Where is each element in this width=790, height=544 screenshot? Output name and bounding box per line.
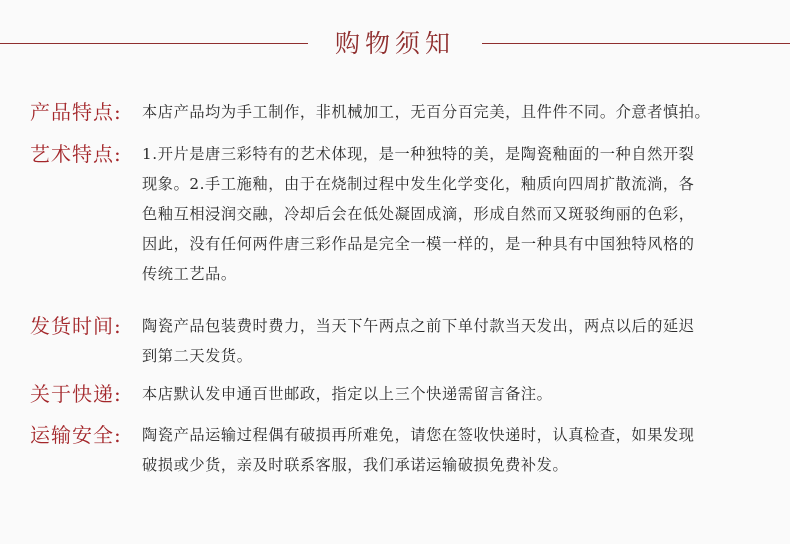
section-line: 到第二天发货。	[142, 347, 253, 365]
section-line: 1.开片是唐三彩特有的艺术体现，是一种独特的美，是陶瓷釉面的一种自然开裂	[142, 145, 695, 163]
section-line: 传统工艺品。	[142, 265, 237, 283]
section-line: 破损或少货，亲及时联系客服，我们承诺运输破损免费补发。	[142, 456, 569, 474]
header-right-divider	[482, 43, 790, 44]
section-label: 关于快递:	[30, 382, 122, 406]
section-label: 运输安全:	[30, 423, 122, 447]
section-body	[142, 139, 782, 289]
section-line: 陶瓷产品包装费时费力，当天下午两点之前下单付款当天发出，两点以后的延迟	[142, 317, 695, 335]
section-body	[142, 420, 782, 480]
section-line: 现象。2.手工施釉，由于在烧制过程中发生化学变化，釉质向四周扩散流淌，各	[142, 175, 695, 193]
section-line: 因此，没有任何两件唐三彩作品是完全一模一样的，是一种具有中国独特风格的	[142, 235, 695, 253]
section-label: 产品特点:	[30, 100, 122, 124]
section-line: 色釉互相浸润交融，冷却后会在低处凝固成滴，形成自然而又斑驳绚丽的色彩，	[142, 205, 695, 223]
header	[0, 22, 790, 66]
section-body	[142, 311, 782, 371]
section-line: 陶瓷产品运输过程偶有破损再所难免，请您在签收快递时，认真检查，如果发现	[142, 426, 695, 444]
section-label: 艺术特点:	[30, 142, 122, 166]
page-title: 购物须知	[334, 29, 455, 58]
header-left-divider	[0, 43, 308, 44]
section-body	[142, 97, 782, 127]
section-line: 本店产品均为手工制作，非机械加工，无百分百完美，且件件不同。介意者慎拍。	[142, 103, 711, 121]
section-line: 本店默认发申通百世邮政，指定以上三个快递需留言备注。	[142, 385, 553, 403]
section-body	[142, 379, 782, 409]
section-label: 发货时间:	[30, 314, 122, 338]
